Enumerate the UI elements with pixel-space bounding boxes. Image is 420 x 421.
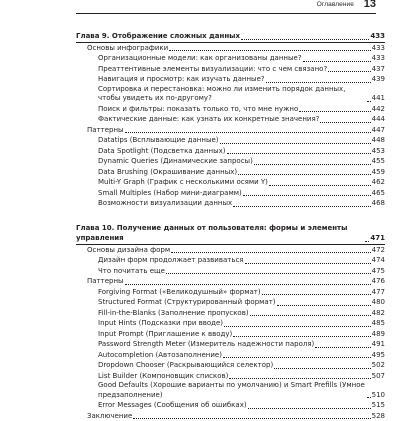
- dot-leader: [315, 347, 370, 348]
- toc-entry-title: Structured Format (Структурированный формат): [98, 298, 276, 308]
- dot-leader: [125, 284, 371, 285]
- toc-section: [76, 245, 385, 256]
- toc-entry-title: Fill-in-the-Blanks (Заполнение пропусков): [98, 309, 249, 319]
- dot-leader: [367, 101, 371, 102]
- chapter-heading-page: 471: [370, 233, 385, 244]
- toc-entry-page: 444: [372, 114, 385, 125]
- toc-entry-title: Data Spotlight (Подсветка данных): [98, 147, 226, 157]
- toc-entry-title: Что почитать еще: [98, 267, 165, 277]
- chapter-heading: [76, 31, 385, 42]
- toc-entry: [76, 146, 385, 157]
- toc-entry-title: Дизайн форм продолжает развиваться: [98, 256, 244, 266]
- toc-entry-page: 477: [372, 287, 385, 298]
- toc-entry-title: Small Multiples (Набор мини-диаграмм): [98, 189, 242, 199]
- toc-entry: [76, 287, 385, 298]
- toc-entry: [76, 329, 385, 340]
- dot-leader: [220, 143, 371, 144]
- toc-entry: [76, 360, 385, 371]
- toc-section: [76, 125, 385, 136]
- dot-leader: [254, 164, 371, 165]
- dot-leader: [328, 71, 370, 72]
- toc-section-page: 433: [372, 43, 385, 54]
- toc-entry-page: 474: [372, 255, 385, 266]
- toc-entry-title: Datatips (Всплывающие данные): [98, 136, 219, 146]
- toc-entry-title: Input Hints (Подсказки при вводе): [98, 319, 223, 329]
- dot-leader: [133, 418, 370, 419]
- toc-entry-page: 480: [372, 297, 385, 308]
- dot-leader: [223, 357, 371, 358]
- toc-entry-page: 437: [372, 64, 385, 75]
- dot-leader: [299, 111, 370, 112]
- dot-leader: [238, 174, 371, 175]
- toc-entry-title: Преаттентивные элементы визуализации: что с чем связано?: [98, 65, 327, 75]
- toc-entry: [76, 255, 385, 266]
- toc-entry: [76, 177, 385, 188]
- chapter-block: [76, 31, 385, 209]
- toc-section-title: Паттерны: [87, 276, 124, 287]
- toc-entry-title: Поиск и фильтры: показать только то, что мне нужно: [98, 105, 298, 115]
- toc-entry-page: 462: [372, 177, 385, 188]
- toc-entry-page: 475: [372, 266, 385, 277]
- toc-entry: [76, 371, 385, 382]
- toc-entry-title: Dropdown Chooser (Раскрывающийся селектор): [98, 361, 273, 371]
- chapter-heading-page: 433: [370, 31, 385, 42]
- toc-entry-page: 433: [372, 53, 385, 64]
- dot-leader: [233, 206, 370, 207]
- toc-section: [76, 43, 385, 54]
- toc-entry: [76, 308, 385, 319]
- toc-entry-title: Фактические данные: как узнать их конкретные значения?: [98, 115, 319, 125]
- toc-entry-page: 448: [372, 135, 385, 146]
- dot-leader: [243, 195, 371, 196]
- toc-entry: [76, 266, 385, 277]
- toc-section-page: 472: [372, 245, 385, 256]
- dot-leader: [365, 241, 369, 242]
- dot-leader: [266, 82, 371, 83]
- dot-leader: [224, 326, 371, 327]
- table-of-contents: [76, 31, 385, 421]
- toc-entry-title: Input Prompt (Приглашение к вводу): [98, 330, 232, 340]
- toc-section: [76, 411, 385, 421]
- toc-section-page: 447: [372, 125, 385, 136]
- toc-entry: [76, 318, 385, 329]
- toc-entry-title: Навигация и просмотр: как изучать данные?: [98, 75, 265, 85]
- toc-entry-page: 491: [372, 339, 385, 350]
- toc-entry-title: Forgiving Format («Великодушный» формат): [98, 288, 261, 298]
- toc-entry-page: 502: [372, 360, 385, 371]
- toc-entry: [76, 297, 385, 308]
- dot-leader: [241, 39, 369, 40]
- dot-leader: [171, 252, 370, 253]
- toc-entry-page: 465: [372, 188, 385, 199]
- toc-entry: [76, 339, 385, 350]
- toc-entry: [76, 135, 385, 146]
- toc-entry-title: Password Strength Meter (Измеритель надежности пароля): [98, 340, 314, 350]
- toc-entry-page: 495: [372, 350, 385, 361]
- toc-entry: [76, 85, 385, 104]
- toc-entry-title: Dynamic Queries (Динамические запросы): [98, 157, 253, 167]
- dot-leader: [303, 61, 371, 62]
- toc-entry-page: 439: [372, 74, 385, 85]
- toc-entry-title: Возможности визуализации данных: [98, 199, 232, 209]
- toc-entry-title: Организационные модели: как организованы данные?: [98, 54, 302, 64]
- toc-entry-page: 515: [372, 400, 385, 411]
- chapter-heading-title: Глава 10. Получение данных от пользователя: формы и элементы управления: [76, 223, 364, 244]
- dot-leader: [227, 153, 371, 154]
- toc-entry: [76, 74, 385, 85]
- toc-entry-page: 482: [372, 308, 385, 319]
- dot-leader: [367, 397, 371, 398]
- toc-entry-page: 510: [372, 390, 385, 401]
- dot-leader: [250, 315, 371, 316]
- dot-leader: [245, 263, 371, 264]
- toc-section-page: 528: [372, 411, 385, 421]
- toc-section-title: Основы инфографики: [87, 43, 168, 54]
- toc-entry-title: Error Messages (Сообщения об ошибках): [98, 401, 247, 411]
- toc-entry: [76, 381, 385, 400]
- dot-leader: [229, 378, 370, 379]
- toc-section-title: Паттерны: [87, 125, 124, 136]
- toc-entry: [76, 188, 385, 199]
- dot-leader: [262, 294, 371, 295]
- toc-section-page: 476: [372, 276, 385, 287]
- dot-leader: [248, 408, 371, 409]
- toc-section-title: Заключение: [87, 411, 132, 421]
- toc-section: [76, 276, 385, 287]
- dot-leader: [320, 122, 370, 123]
- toc-entry-title: Data Brushing (Окрашивание данных): [98, 168, 237, 178]
- toc-entry: [76, 350, 385, 361]
- toc-entry: [76, 53, 385, 64]
- toc-entry-title: Autocompletion (Автозаполнение): [98, 351, 222, 361]
- toc-entry: [76, 167, 385, 178]
- toc-entry: [76, 400, 385, 411]
- dot-leader: [274, 368, 370, 369]
- toc-entry-page: 485: [372, 318, 385, 329]
- toc-entry-page: 459: [372, 167, 385, 178]
- toc-entry-title: Сортировка и перестановка: можно ли изменить порядок данных, чтобы увидеть их по-другому?: [98, 85, 366, 104]
- dot-leader: [169, 50, 370, 51]
- page-number: 13: [364, 0, 376, 10]
- toc-entry-page: 507: [372, 371, 385, 382]
- toc-entry-title: Good Defaults (Хорошие варианты по умолчанию) и Smart Prefills (Умное предзаполнение): [98, 381, 366, 400]
- chapter-heading-title: Глава 9. Отображение сложных данных: [76, 31, 240, 42]
- dot-leader: [233, 336, 370, 337]
- toc-entry-page: 489: [372, 329, 385, 340]
- toc-entry-page: 455: [372, 156, 385, 167]
- dot-leader: [269, 185, 371, 186]
- page-header: [76, 0, 376, 14]
- toc-entry: [76, 104, 385, 115]
- toc-entry-page: 453: [372, 146, 385, 157]
- toc-entry: [76, 114, 385, 125]
- toc-entry-title: List Builder (Компоновщик списков): [98, 372, 228, 382]
- chapter-heading: [76, 223, 385, 244]
- toc-entry-title: Multi-Y Graph (График с несколькими осями Y): [98, 178, 268, 188]
- toc-entry: [76, 64, 385, 75]
- dot-leader: [277, 305, 371, 306]
- toc-entry-page: 468: [372, 198, 385, 209]
- dot-leader: [125, 132, 371, 133]
- chapter-block: [76, 223, 385, 421]
- dot-leader: [166, 273, 371, 274]
- toc-section-title: Основы дизайна форм: [87, 245, 170, 256]
- toc-entry: [76, 156, 385, 167]
- toc-entry: [76, 198, 385, 209]
- running-title: Оглавление: [317, 1, 354, 8]
- toc-entry-page: 441: [372, 93, 385, 104]
- toc-entry-page: 442: [372, 104, 385, 115]
